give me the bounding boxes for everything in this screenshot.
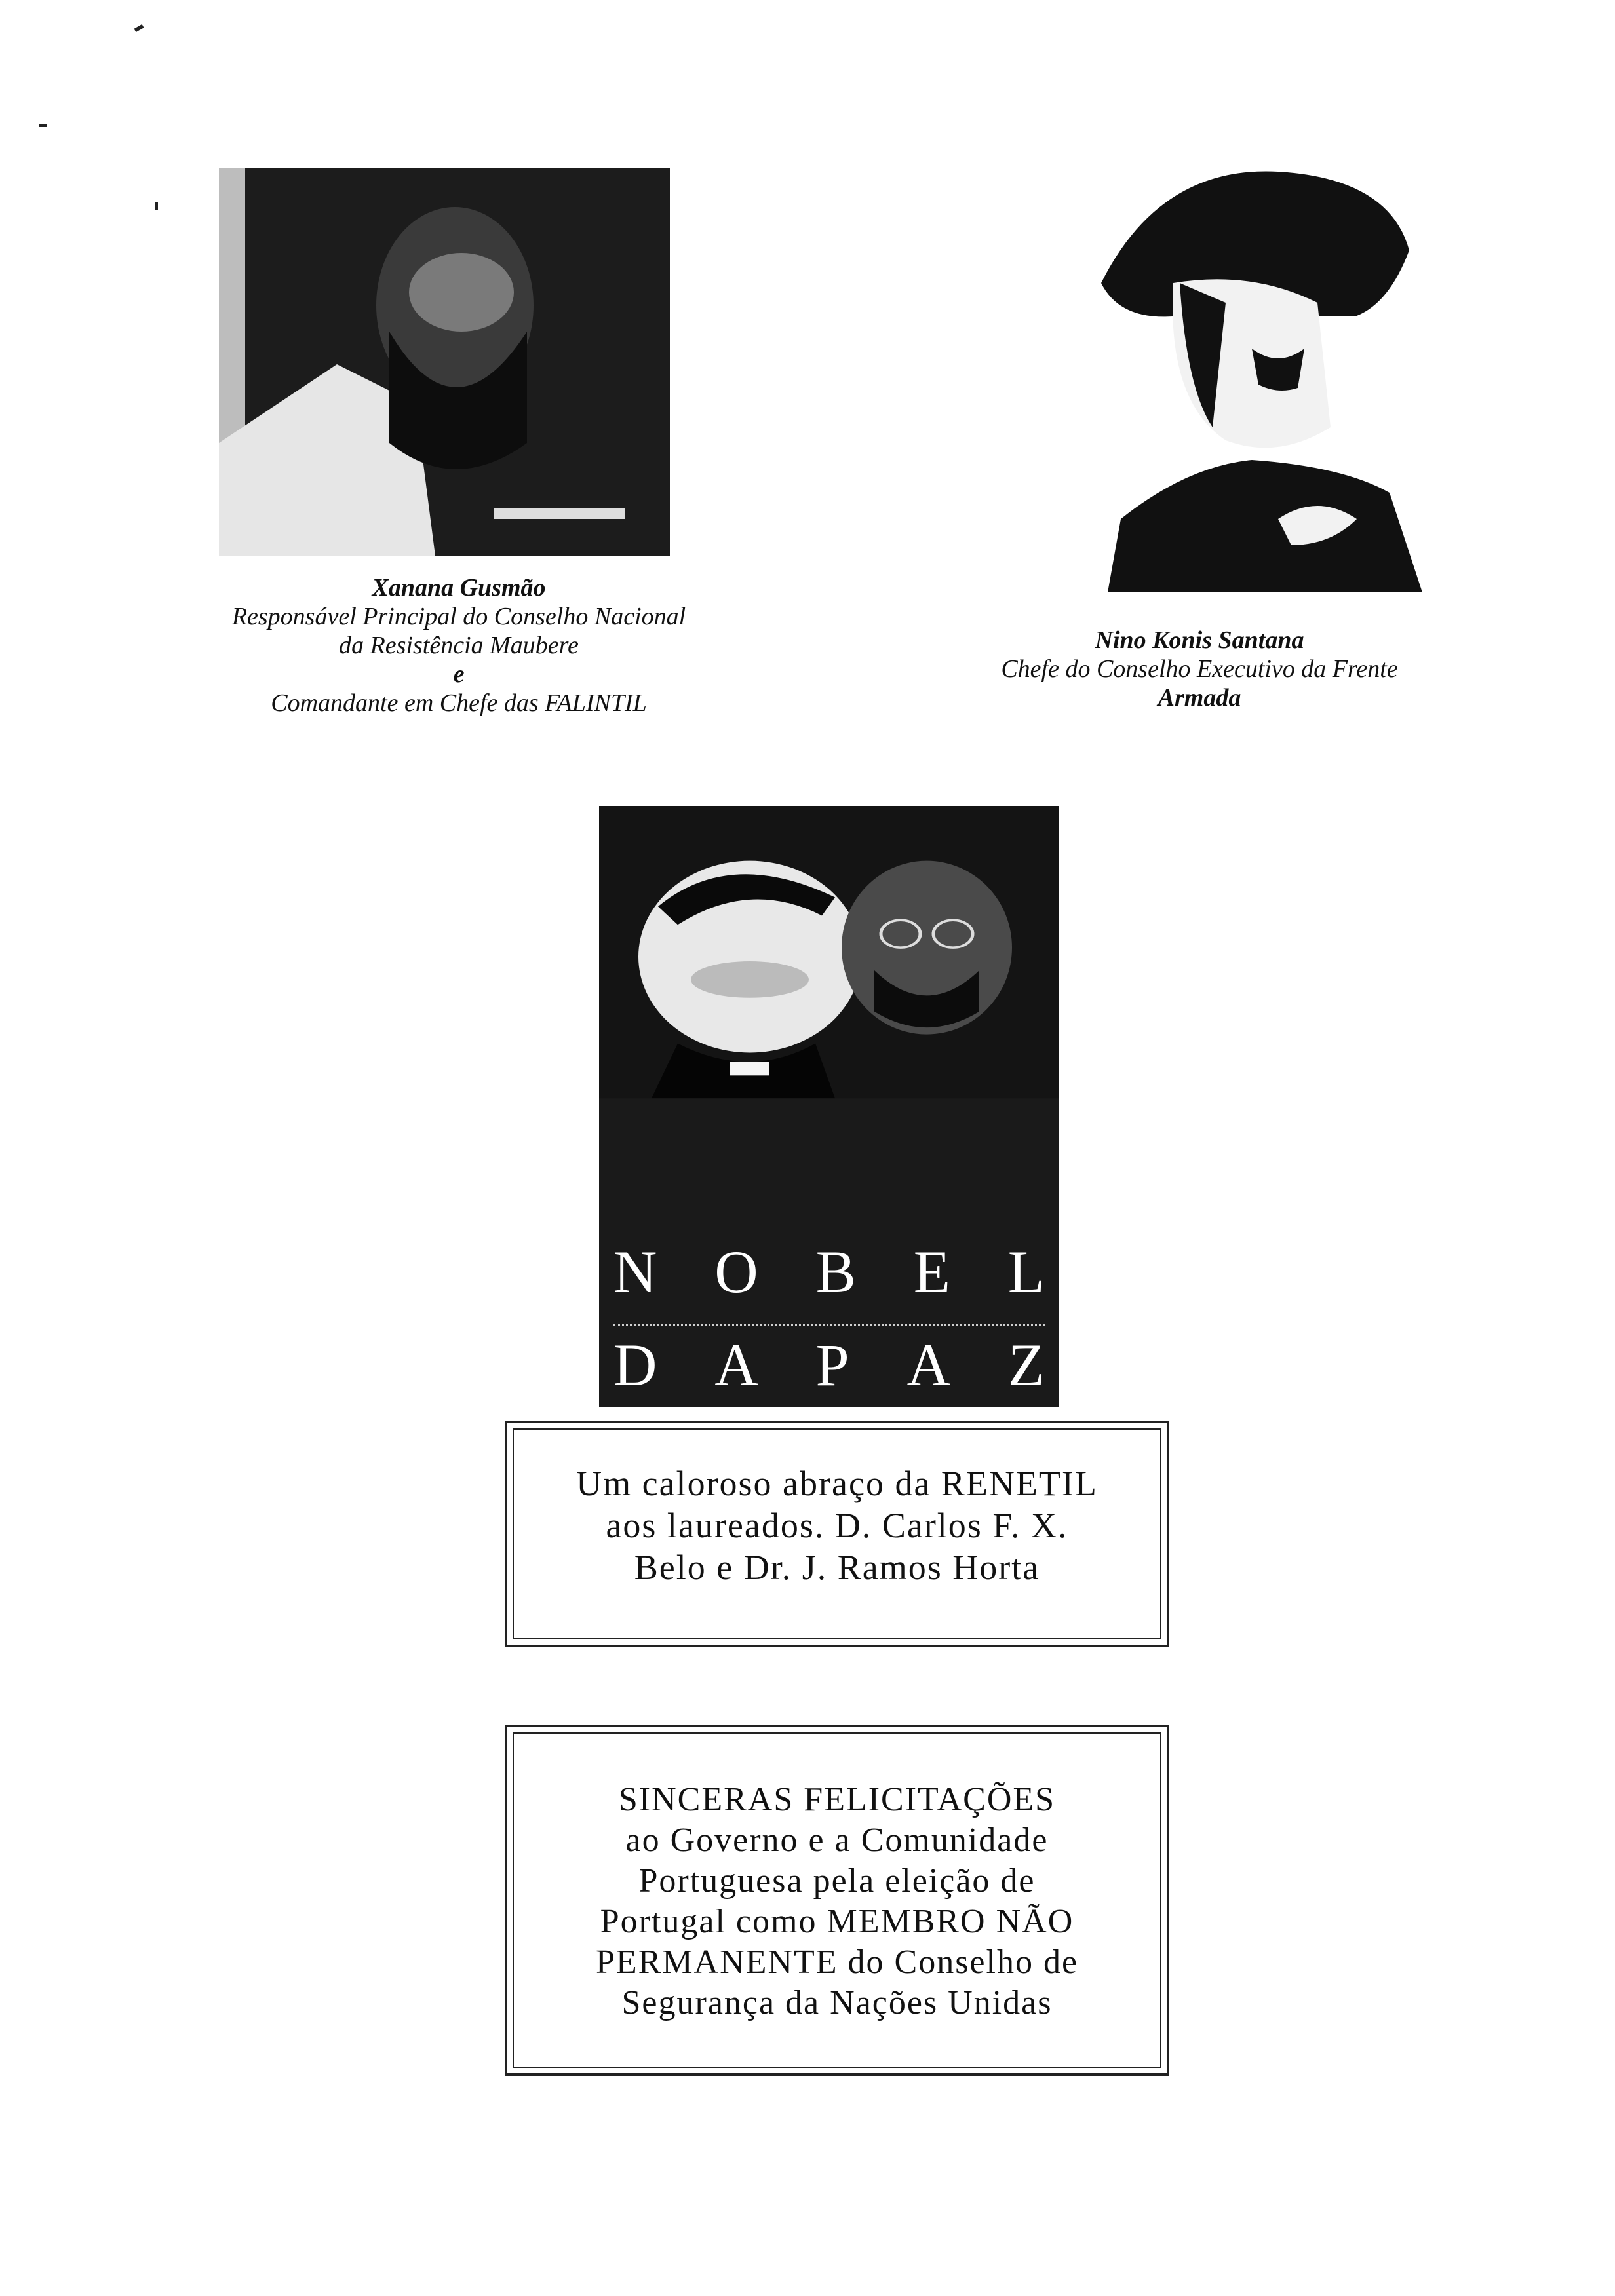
nobel-letter: E: [913, 1238, 950, 1305]
message-line: SINCERAS FELICITAÇÕES: [618, 1781, 1056, 1818]
scan-speck: [155, 202, 158, 210]
felicitacoes-box: [505, 1725, 1169, 2076]
felicitacoes-message: [507, 1780, 1167, 2023]
nobel-letter: L: [1007, 1238, 1045, 1305]
message-line: Segurança da Nações Unidas: [621, 1984, 1053, 2021]
nobel-letter: O: [714, 1238, 758, 1305]
gusmao-photo: [219, 168, 670, 556]
gusmao-title-line: Responsável Principal do Conselho Nacional: [231, 603, 686, 630]
renetil-message: [507, 1463, 1167, 1588]
scan-speck: [134, 24, 144, 32]
paz-letter: Z: [1007, 1331, 1045, 1398]
renetil-message-box: [505, 1421, 1169, 1647]
paz-letter: D: [613, 1331, 657, 1398]
message-line: Um caloroso abraço da RENETIL: [576, 1464, 1098, 1503]
da-paz-row: [599, 1330, 1059, 1402]
paz-letter: A: [714, 1331, 758, 1398]
message-line: aos laureados. D. Carlos F. X.: [606, 1506, 1068, 1545]
message-line: Portugal como MEMBRO NÃO: [600, 1903, 1074, 1940]
nobel-letter: B: [815, 1238, 856, 1305]
nobel-poster: [599, 806, 1059, 1407]
nobel-title-row: [599, 1237, 1059, 1309]
message-line: PERMANENTE do Conselho de: [595, 1943, 1079, 1981]
gusmao-name: Xanana Gusmão: [372, 574, 546, 602]
message-line: Portuguesa pela eleição de: [638, 1862, 1036, 1900]
message-line: Belo e Dr. J. Ramos Horta: [634, 1548, 1040, 1587]
santana-name: Nino Konis Santana: [1095, 626, 1304, 654]
nobel-letter: N: [613, 1238, 657, 1305]
santana-title-line: Chefe do Conselho Executivo da Frente: [1001, 655, 1398, 683]
gusmao-caption: [138, 573, 780, 718]
poster-divider: [613, 1324, 1045, 1326]
santana-illustration: [1081, 152, 1422, 592]
santana-title-line: Armada: [1158, 684, 1241, 712]
gusmao-title-line: da Resistência Maubere: [339, 632, 579, 659]
gusmao-title-line: Comandante em Chefe das FALINTIL: [271, 689, 647, 717]
message-line: ao Governo e a Comunidade: [625, 1822, 1049, 1859]
scan-speck: [39, 124, 47, 127]
santana-caption: [918, 626, 1481, 712]
paz-letter: P: [815, 1331, 849, 1398]
paz-letter: A: [906, 1331, 950, 1398]
gusmao-conjunction: e: [453, 660, 465, 688]
